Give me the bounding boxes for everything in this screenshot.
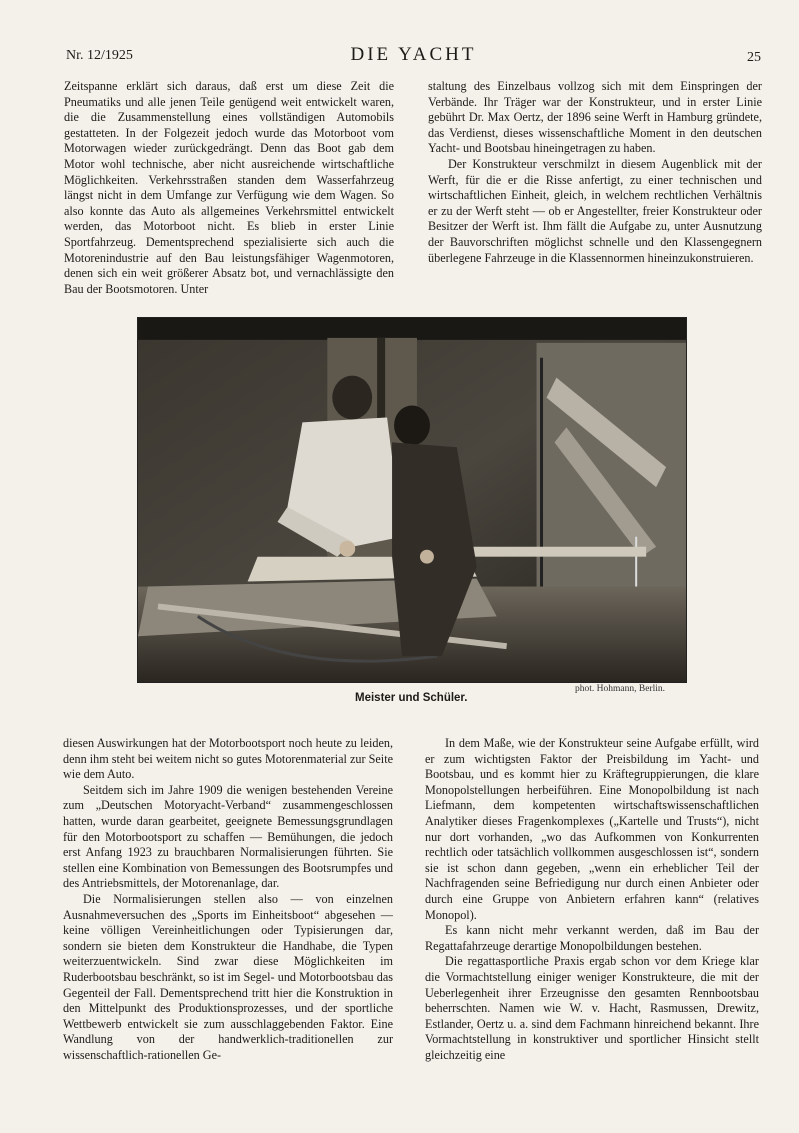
paragraph: Zeitspanne erklärt sich daraus, daß erst um diese Zeit die Pneumatiks und alle jenen Teile genügend weit entwickelt waren, die die Zusammenstellung eines vollständigen Automobils gestatteten. In der Folgezeit jedoch wurde das Motorboot vom Motorwagen wieder zurückgedrängt. Denn das Boot gab dem Motor wohl technische, aber nicht ausreichende wirtschaftliche Möglichkeiten. Verkehrsstraßen standen dem Wasserfahrzeug längst nicht in dem Umfange zur Verfügung wie dem Wagen. So also konnte das Auto als allgemeines Verkehrsmittel entwickelt werden, das Motorboot nicht. Es blieb in erster Linie Sportfahrzeug. Dementsprechend spezialisierte sich auch die Motorenindustrie auf den Bau leistungsfähiger Wagenmotoren, denen sich ein weit größerer Absatz bot, und vernachlässigte den Bau der Bootsmotoren. Unter — [64, 79, 394, 296]
paragraph: Die Normalisierungen stellen also — von einzelnen Ausnahmeversuchen des „Sports im Einheitsboot“ abgesehen — keine völligen Vereinheitlichungen oder Typisierungen dar, sondern sie bieten dem Konstrukteur die Handhabe, die Typen weiterzuentwickeln. Sind zwar diese Möglichkeiten im Ruderbootsbau beschränkt, so ist im Segel- und Motorbootsbau das Gegenteil der Fall. Dementsprechend tritt hier die Konstruktion in den Mittelpunkt des Produktionsprozesses, und der sportliche Wettbewerb entwickelt sie zum ausschlaggebenden Faktor. Eine Wandlung von der handwerklich-traditionellen zur wissenschaftlich-rationellen Ge- — [63, 891, 393, 1062]
issue-number: Nr. 12/1925 — [66, 48, 133, 63]
photo-illustration — [138, 318, 686, 682]
bottom-left-column — [63, 736, 393, 1063]
top-left-column — [64, 79, 394, 297]
journal-title: DIE YACHT — [350, 44, 477, 65]
paragraph: In dem Maße, wie der Konstrukteur seine Aufgabe erfüllt, wird er zum wichtigsten Faktor der Preisbildung im Yacht- und Bootsbau, und es kommt hier zu Kräftegruppierungen, die klare Monopolstellungen herbeiführen. Eine Monopolbildung ist nach Liefmann, dem kompetenten wirtschaftswissenschaftlichen Analytiker dieses Fragenkomplexes („Kartelle und Trusts“), nicht nur dort vorhanden, „wo das Aufkommen von Konkurrenten rechtlich oder tatsächlich vollkommen ausgeschlossen ist“, sondern sie ist schon dann gegeben, „wenn ein erheblicher Teil der Nachfragenden seine Befriedigung nur durch einen Anbieter oder durch eine Gruppe von Anbietern erfahren kann“ (relatives Monopol). — [425, 736, 759, 922]
workshop-photograph — [137, 317, 687, 683]
photo-credit: phot. Hohmann, Berlin. — [575, 684, 665, 694]
paragraph: diesen Auswirkungen hat der Motorbootsport noch heute zu leiden, denn ihm steht bei weitem nicht so gutes Motorenmaterial zur Seite wie dem Auto. — [63, 736, 393, 782]
figure-caption: Meister und Schüler. — [355, 692, 468, 704]
paragraph: Die regattasportliche Praxis ergab schon vor dem Kriege klar die Vormachtstellung einiger weniger Konstrukteure, die mit der Ueberlegenheit ihrer Erzeugnisse den gesamten Rennbootsbau beherrschten. Namen wie W. v. Hacht, Rasmussen, Drewitz, Estlander, Oertz u. a. sind dem Fachmann hinreichend bekannt. Ihre Vormachtstellung in konstruktiver und sportlicher Hinsicht stellt gleichzeitig eine — [425, 954, 759, 1062]
paragraph: Seitdem sich im Jahre 1909 die wenigen bestehenden Vereine zum „Deutschen Motoryacht-Verband“ zusammengeschlossen hatten, wurde daran gearbeitet, geeignete Bemessungsgrundlagen für den Motorbootsport zu schaffen — Bemühungen, die jedoch erst Anfang 1923 zu brauchbaren Normalisierungen führten. Sie stellen eine Kombination von Bemessungen des Bootsrumpfes und des Antriebsmittels, der Motorenanlage, dar. — [63, 782, 393, 891]
top-right-column — [428, 79, 762, 266]
paragraph: Es kann nicht mehr verkannt werden, daß im Bau der Regattafahrzeuge derartige Monopolbildungen bestehen. — [425, 923, 759, 953]
page-header — [66, 44, 761, 68]
paragraph: Der Konstrukteur verschmilzt in diesem Augenblick mit der Werft, für die er die Risse anfertigt, zu einer technischen und wirtschaftlichen Einheit, gleich, in welchem rechtlichen Verhältnis er zu der Werft steht — ob er Angestellter, freier Konstrukteur oder Besitzer der Werft ist. Ihm fällt die Aufgabe zu, unter Ausnutzung der Bauvorschriften möglichst schnelle und den Klassengegnern überlegene Fahrzeuge in die Klassennormen hineinzukonstruieren. — [428, 156, 762, 265]
paragraph: staltung des Einzelbaus vollzog sich mit dem Einspringen der Verbände. Ihr Träger war der Konstrukteur, und in erster Linie gebührt Dr. Max Oertz, der 1896 seine Werft in Hamburg gründete, das Verdienst, dieses wissenschaftliche Moment in den deutschen Yacht- und Bootsbau hineingetragen zu haben. — [428, 79, 762, 156]
bottom-right-column — [425, 736, 759, 1063]
page-number: 25 — [747, 50, 761, 65]
